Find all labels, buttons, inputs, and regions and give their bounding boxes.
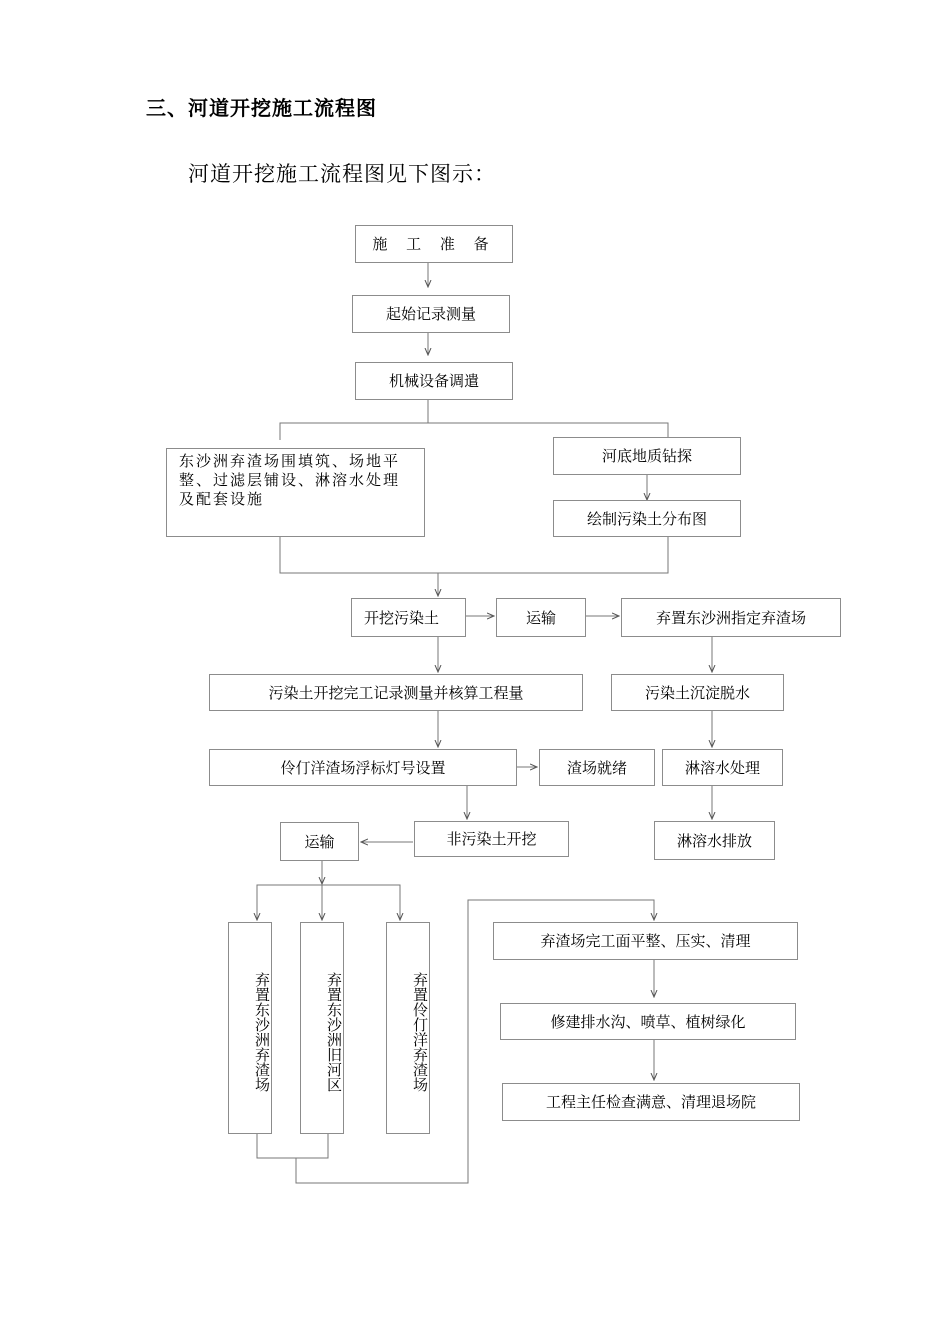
step-excavate-clean: 非污染土开挖 (414, 821, 569, 857)
step-buoy: 伶仃洋渣场浮标灯号设置 (209, 749, 517, 786)
step-dump-c: 弃置伶仃洋弃渣场 (386, 922, 430, 1134)
line-join-branches (280, 537, 668, 573)
line-join-dumps-ab (257, 1134, 328, 1158)
intro-text: 河道开挖施工流程图见下图示： (188, 162, 496, 186)
step-leachate-treat: 淋溶水处理 (662, 749, 783, 786)
step-dump-a: 弃置东沙洲弃渣场 (228, 922, 272, 1134)
section-heading: 三、河道开挖施工流程图 (146, 96, 377, 120)
step-prep: 施 工 准 备 (355, 225, 513, 263)
line-split-dumps (257, 885, 400, 920)
step-drilling: 河底地质钻探 (553, 437, 741, 475)
step-survey: 起始记录测量 (352, 295, 510, 333)
step-pollution-map: 绘制污染土分布图 (553, 500, 741, 537)
step-machinery: 机械设备调遣 (355, 362, 513, 400)
step-dump-setup: 东沙洲弃渣场围填筑、场地平整、过滤层铺设、淋溶水处理及配套设施 (166, 448, 425, 537)
step-level: 弃渣场完工面平整、压实、清理 (493, 922, 798, 960)
step-drainage: 修建排水沟、喷草、植树绿化 (500, 1003, 796, 1040)
step-dump-ready: 渣场就绪 (539, 749, 655, 786)
step-sediment: 污染土沉淀脱水 (611, 674, 784, 711)
step-record-quantity: 污染土开挖完工记录测量并核算工程量 (209, 674, 583, 711)
step-transport-1: 运输 (496, 598, 586, 637)
step-leachate-discharge: 淋溶水排放 (654, 821, 775, 860)
step-excavate-polluted: 开挖污染土 (351, 598, 466, 637)
step-dump-designated: 弃置东沙洲指定弃渣场 (621, 598, 841, 637)
step-transport-2: 运输 (280, 822, 359, 861)
step-inspection: 工程主任检查满意、清理退场院 (502, 1083, 800, 1121)
step-dump-b: 弃置东沙洲旧河区 (300, 922, 344, 1134)
